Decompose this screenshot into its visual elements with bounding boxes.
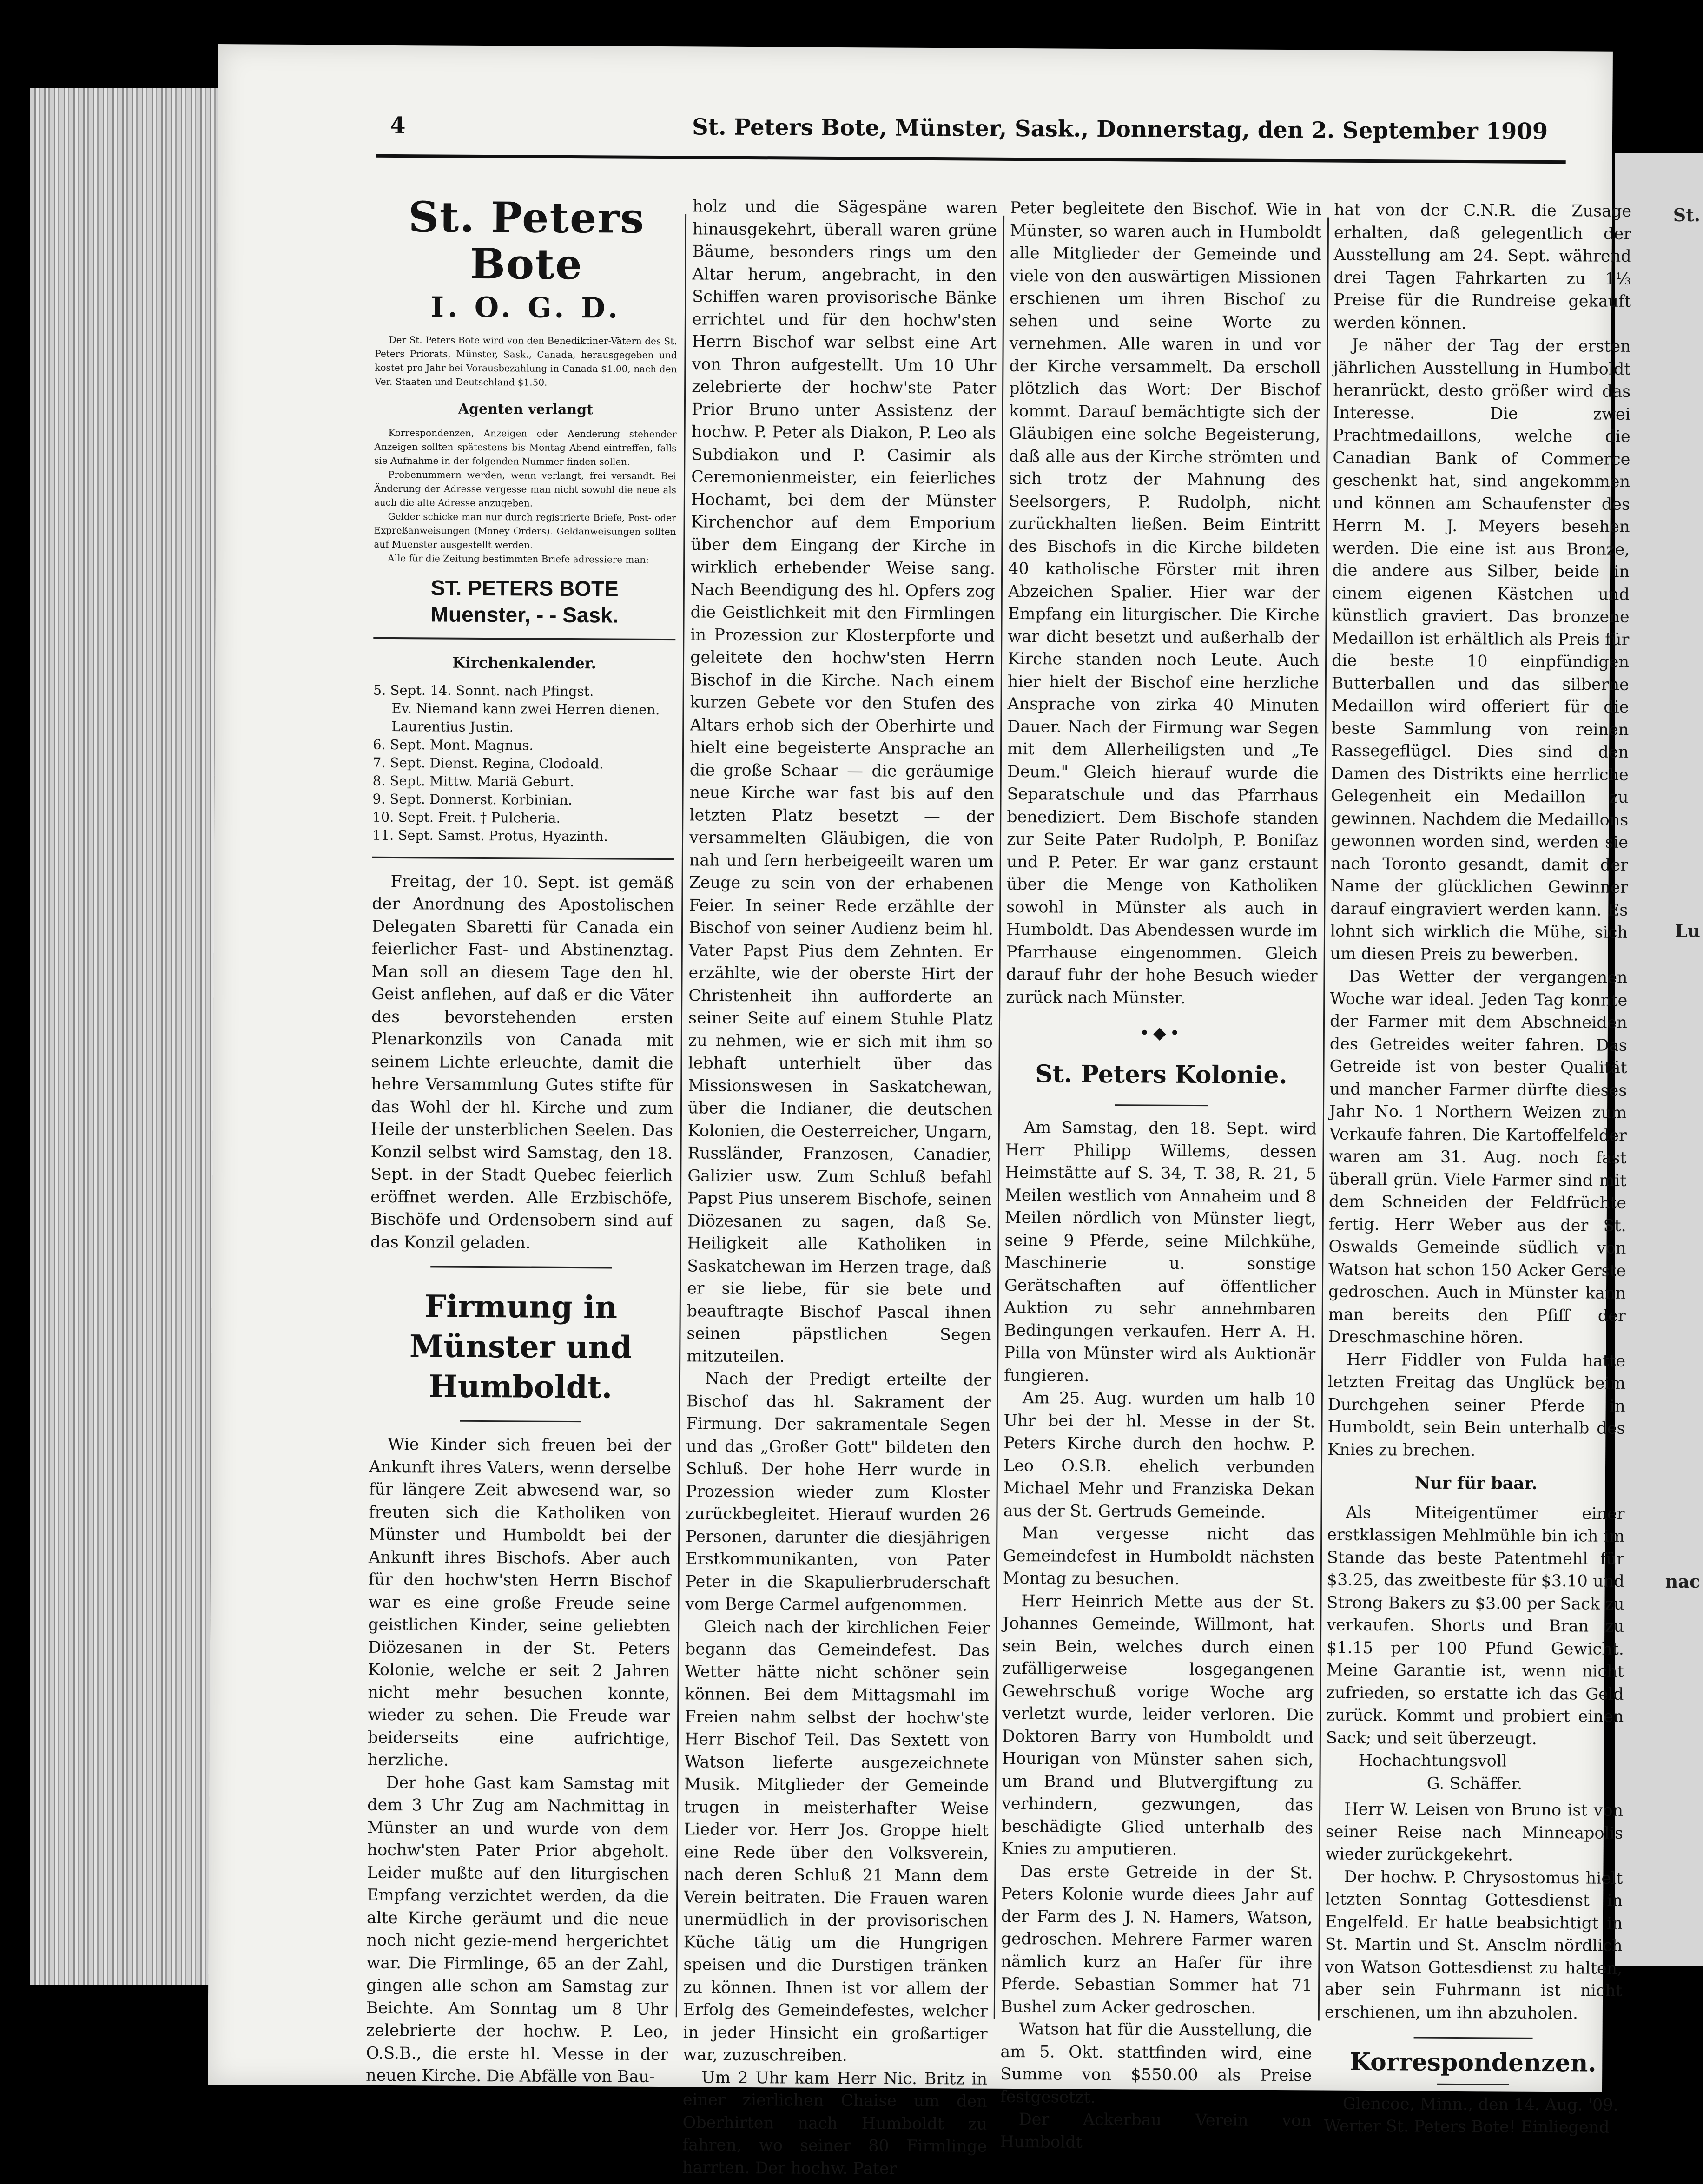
address-line-1: ST. PETERS BOTE	[430, 575, 619, 601]
column-4	[1324, 199, 1631, 2139]
adjacent-fragment: St.	[1673, 205, 1700, 225]
calendar-entry: 9. Sept. Donnerst. Korbinian.	[372, 791, 573, 808]
news-item: Am 25. Aug. wurden um halb 10 Uhr bei der hl. Messe in der St. Peters Kirche durch den hochw. P. Leo O.S.B. ehelich verbunden Michael Mehr und Franziska Dekan aus der St. Gertruds Gemeinde.	[1003, 1389, 1315, 1522]
calendar-entry: 11. Sept. Samst. Protus, Hyazinth.	[372, 827, 608, 844]
news-item: Der hochw. P. Chrysostomus hielt letzten Sonntag Gottesdienst in Engelfeld. Er hatte beabsichtigt in St. Martin und St. Anselm nördlich von Watson Gottesdienst zu halten, aber sein Fuhrmann ist nicht erschienen, um ihn abzuholen.	[1324, 1867, 1623, 2023]
section-rule	[372, 856, 674, 859]
masthead-motto: I. O. G. D.	[430, 291, 622, 325]
adjacent-fragment: nac	[1665, 1571, 1700, 1592]
news-item: hat von der C.N.R. die Zusage erhalten, daß gelegentlich der Ausstellung am 24. Sept. während drei Tagen Fahrkarten zu 1⅓ Preise für die Rundreise gekauft werden können.	[1333, 200, 1632, 333]
address-line-2: Muenster, - - Sask.	[430, 601, 619, 627]
section-rule	[373, 637, 675, 640]
agents-heading: Agenten verlangt	[458, 401, 594, 418]
calendar-entry: 10. Sept. Freit. † Pulcheria.	[372, 809, 561, 826]
book-edge	[30, 88, 225, 1985]
page-header-title: St. Peters Bote, Münster, Sask., Donnerstag, den 2. September 1909	[692, 114, 1548, 145]
calendar-entry: Ev. Niemand kann zwei Herren dienen.	[391, 700, 660, 718]
news-item: Watson hat für die Ausstellung, die am 5. Okt. stattfinden wird, eine Summe von $550.00 als Preise festgesetzt.	[1000, 2020, 1312, 2107]
section-rule	[1414, 2037, 1533, 2039]
calendar-entry: 5. Sept. 14. Sonnt. nach Pfingst.	[373, 682, 594, 699]
news-item: Herr Heinrich Mette aus der St. Johannes Gemeinde, Willmont, hat sein Bein, welches durch einen zufälligerweise losgegangenen Gewehrschuß vorige Woche arg verletzt wurde, leider verloren. Die Doktoren Barry von Humboldt und Hourigan von Münster sahen sich, um Brand und Blutvergiftung zu verhindern, gezwungen, das beschädigte Glied unterhalb des Knies zu amputieren.	[1001, 1591, 1314, 1859]
article-paragraph: Gleich nach der kirchlichen Feier begann das Gemeindefest. Das Wetter hätte nicht schöner sein können. Bei dem Mittagsmahl im Freien nahm selbst der hochw'ste Herr Bischof Teil. Das Sextett von Watson lieferte ausgezeichnete Musik. Mitglieder der Gemeinde trugen in meisterhafter Weise Lieder vor. Herr Jos. Groppe hielt eine Rede über den Volksverein, nach deren Schluß 21 Mann dem Verein beitraten. Die Frauen waren unermüdlich in der provisorischen Küche tätig um die Hungrigen speisen und die Durstigen tränken zu können. Ihnen ist vor allem der Erfolg des Gemeindefestes, welcher in jeder Hinsicht ein großartiger war, zuzuschreiben.	[683, 1617, 990, 2065]
calendar-entry: 6. Sept. Mont. Magnus.	[373, 736, 534, 753]
news-item: Der Ackerbau Verein von Humboldt	[1000, 2110, 1312, 2152]
newspaper-page	[208, 44, 1632, 2178]
news-item: Man vergesse nicht das Gemeindefest in Humboldt nächsten Montag zu besuchen.	[1003, 1524, 1315, 1589]
column-2	[682, 195, 997, 2180]
publisher-info: Der St. Peters Bote wird von den Benediktiner-Vätern des St. Peters Priorats, Münster, Sask., Canada, herausgegeben und kostet pro Jahr bei Vorausbezahlung in Canada $1.00, nach den Ver. Staaten und Deutschland $1.50.	[375, 334, 677, 388]
correspondence-heading: Korrespondenzen.	[1349, 2047, 1597, 2078]
article-paragraph: Nach der Predigt erteilte der Bischof das hl. Sakrament der Firmung. Der sakramentale Segen und das „Großer Gott" bildeten den Schluß. Der hohe Herr wurde in Prozession wieder zum Kloster zurückbegleitet. Hierauf wurden 26 Personen, darunter die diesjährigen Erstkommunikanten, von Pater Peter in die Skapulierbruderschaft vom Berge Carmel aufgenommen.	[685, 1369, 991, 1615]
calendar-entry: 8. Sept. Mittw. Mariä Geburt.	[372, 772, 574, 790]
adjacent-fragment: Lu	[1675, 920, 1700, 941]
article-paragraph: Peter begleitete den Bischof. Wie in Münster, so waren auch in Humboldt alle Mitglieder der Gemeinde und viele von den auswärtigen Missionen erschienen um ihren Bischof zu sehen und seine Worte zu vernehmen. Alle waren in und vor der Kirche versammelt. Da erscholl plötzlich das Wort: Der Bischof kommt. Darauf bemächtigte sich der Gläubigen eine solche Begeisterung, daß alle aus der Kirche strömten und sich trotz der Mahnung des Seelsorgers, P. Rudolph, nicht zurückhalten ließen. Beim Eintritt des Bischofs in die Kirche bildeten 40 katholische Förster mit ihren Abzeichen Spalier. Hier war der Empfang ein liturgischer. Die Kirche war dicht besetzt und außerhalb der Kirche standen noch Leute. Auch hier hielt der Bischof eine herzliche Ansprache von zirka 40 Minuten Dauer. Nach der Firmung war Segen mit dem Allerheiligsten und „Te Deum." Gleich hierauf wurde die Separatschule und das Pfarrhaus benediziert. Dem Bischofe standen zur Seite Pater Rudolph, P. Bonifaz und P. Peter. Er war ganz erstaunt über die Menge von Katholiken sowohl in Münster als auch in Humboldt. Das Abendessen wurde im Pfarrhause eingenommen. Gleich darauf fuhr der hohe Besuch wieder zurück nach Münster.	[1006, 198, 1322, 1008]
news-item: Herr W. Leisen von Bruno ist von seiner Reise nach Minneapolis wieder zurückgekehrt.	[1325, 1800, 1624, 1865]
church-calendar	[372, 681, 675, 845]
article-paragraph: Um 2 Uhr kam Herr Nic. Britz in einer zierlichen Chaise um den Oberhirten nach Humboldt zu fahren, wo seiner 80 Firmlinge harrten. Der hochw. Pater	[682, 2068, 988, 2178]
column-3	[1000, 197, 1321, 2155]
masthead: St. Peters Bote	[408, 192, 645, 290]
ad-signature: G. Schäffer.	[1426, 1774, 1523, 1794]
news-item: Am Samstag, den 18. Sept. wird Herr Philipp Willems, dessen Heimstätte auf S. 34, T. 38, R. 21, 5 Meilen westlich von Annaheim und 8 Meilen nördlich von Münster liegt, seine 9 Pferde, seine Milchkühe, Maschinerie u. sonstige Gerätschaften auf öffentlicher Auktion zu sehr annehmbaren Bedingungen verkaufen. Herr A. H. Pilla von Münster wird als Auktionär fungieren.	[1003, 1118, 1317, 1386]
correspondence-text: Werter St. Peters Bote! Einliegend	[1324, 2117, 1610, 2137]
page-number: 4	[389, 112, 406, 139]
ornament-divider: •◆•	[1139, 1023, 1184, 1043]
article-paragraph: Wie Kinder sich freuen bei der Ankunft ihres Vaters, wenn derselbe für längere Zeit abwesend war, so freuten sich die Katholiken von Münster und Humboldt bei der Ankunft ihres Bischofs. Aber auch für den hochw'sten Herrn Bischof war es eine große Freude seine geistlichen Kinder, seine geliebten Diözesanen in der St. Peters Kolonie, welche er seit 2 Jahren nicht mehr besuchen konnte, wieder zu sehen. Die Freude war beiderseits eine aufrichtige, herzliche.	[367, 1435, 672, 1770]
news-item: Das erste Getreide in der St. Peters Kolonie wurde diees Jahr auf der Farm des J. N. Hamers, Watson, gedroschen. Mehrere Farmer waren nämlich kurz an Hafer für ihre Pferde. Sebastian Sommer hat 71 Bushel zum Acker gedroschen.	[1000, 1862, 1313, 2018]
column-1	[366, 194, 678, 2089]
news-item: Herr Fiddler von Fulda hatte letzten Freitag das Unglück beim Durchgehen seiner Pferde in Humboldt, sein Bein unterhalb des Knies zu brechen.	[1327, 1350, 1626, 1460]
header-rule	[376, 154, 1566, 164]
calendar-entry: 7. Sept. Dienst. Regina, Clodoald.	[372, 754, 604, 772]
section-rule	[1437, 2083, 1509, 2085]
article-paragraph: holz und die Sägespäne waren hinausgekehrt, überall waren grüne Bäume, besonders rings um den Altar herum, angebracht, in den Schiffen waren provisorische Bänke errichtet und für den hochw'sten Herrn Bischof war selbst eine Art von Thron aufgestellt. Um 10 Uhr zelebrierte der hochw'ste Pater Prior Bruno unter Assistenz der hochw. P. Peter als Diakon, P. Leo als Subdiakon und P. Casimir als Ceremonienmeister, ein feierliches Hochamt, bei dem der Münster Kirchenchor auf dem Emporium über dem Eingang der Kirche in wirklich erhebender Weise sang. Nach Beendigung des hl. Opfers zog die Geistlichkeit mit den Firmlingen in Prozession zur Klosterpforte und geleitete den hochw'sten Herrn Bischof in die Kirche. Nach einem kurzen Gebete vor den Stufen des Altars erhob sich der Oberhirte und hielt eine begeisterte Ansprache an die große Schaar — die geräumige neue Kirche war fast bis auf den letzten Platz besetzt — der versammelten Gläubigen, die von nah und fern herbeigeeilt waren um Zeuge zu sein von der erhabenen Feier. In seiner Rede erzählte der Bischof von seiner Audienz beim hl. Vater Papst Pius dem Zehnten. Er erzählte, wie der oberste Hirt der Christenheit ihn aufforderte an seiner Seite auf einem Stuhle Platz zu nehmen, wie er sich mit ihm so lebhaft unterhielt über das Missionswesen in Saskatchewan, über die Indianer, die deutschen Kolonien, die Oesterreicher, Ungarn, Russländer, Franzosen, Canadier, Galizier usw. Zum Schluß befahl Papst Pius unserem Bischofe, seinen Diözesanen zu sagen, daß Se. Heiligkeit alle Katholiken in Saskatchewan im Herzen trage, daß er sie liebe, für sie bete und beauftragte Bischof Pascal ihnen seinen päpstlichen Segen mitzuteilen.	[686, 197, 997, 1366]
article-headline: Firmung in Münster und Humboldt.	[409, 1288, 632, 1405]
ad-signoff: Hochachtungsvoll	[1358, 1751, 1507, 1771]
fast-day-notice: Freitag, der 10. Sept. ist gemäß der Anordnung des Apostolischen Delegaten Sbaretti für Canada ein feierlicher Fast- und Abstinenztag. Man soll an diesem Tage den hl. Geist anflehen, auf daß er die Väter des bevorstehenden ersten Plenarkonzils von Canada mit seinem Lichte erleuchte, damit die hehre Versammlung Gutes stifte für das Wohl der hl. Kirche und zum Heile der unsterblichen Seelen. Das Konzil selbst wird Samstag, den 18. Sept. in der Stadt Quebec feierlich eröffnet werden. Alle Erzbischöfe, Bischöfe und Ordensobern sind auf das Konzil geladen.	[370, 872, 674, 1253]
agents-notes: Korrespondenzen, Anzeigen oder Aenderung stehender Anzeigen sollten spätestens bis Montag Abend eintreffen, falls sie Aufnahme in der folgenden Nummer finden sollen. Probenummern werden, wenn verlangt, frei versandt. Bei Änderung der Adresse vergesse man nicht sowohl die neue als auch die alte Adresse anzugeben. Gelder schicke man nur durch registrierte Briefe, Post- oder Expreßanweisungen (Money Orders). Geldanweisungen sollten auf Muenster ausgestellt werden. Alle für die Zeitung bestimmten Briefe adressiere man:	[374, 427, 677, 565]
ad-heading: Nur für baar.	[1414, 1473, 1538, 1493]
section-rule	[460, 1420, 581, 1422]
ad-text: Als Miteigentümer einer erstklassigen Mehlmühle bin ich im Stande das beste Patentmehl für $3.25, das zweitbeste für $3.10 und Strong Bakers zu $3.00 per Sack zu verkaufen. Shorts und Bran zu $1.15 per 100 Pfund Gewicht. Meine Garantie ist, wenn nicht zufrieden, so erstatte ich das Geld zurück. Kommt und probiert einen Sack; und seit überzeugt.	[1326, 1503, 1625, 1749]
calendar-heading: Kirchenkalender.	[452, 653, 596, 673]
news-item: Das Wetter der vergangenen Woche war ideal. Jeden Tag konnte der Farmer mit dem Abschneiden des Getreides weiter fahren. Das Getreide ist von bester Qualität und mancher Farmer dürfte dieses Jahr No. 1 Northern Weizen zum Verkaufe fahren. Die Kartoffelfelder waren am 31. Aug. noch fast überall grün. Viele Farmer sind mit dem Schneiden der Feldfrüchte fertig. Herr Weber aus der St. Oswalds Gemeinde südlich von Watson hat schon 150 Acker Gerste gedroschen. Auch in Münster kann man bereits den Pfiff der Dreschmaschine hören.	[1328, 967, 1628, 1347]
section-rule	[430, 1266, 612, 1268]
calendar-entry: Laurentius Justin.	[391, 718, 514, 735]
news-item: Je näher der Tag der ersten jährlichen Ausstellung in Humboldt heranrückt, desto größer wird das Interesse. Die zwei Prachtmedaillons, welche die Canadian Bank of Commerce geschenkt hat, sind angekommen und können am Schaufenster des Herrn M. J. Meyers besehen werden. Die eine ist aus Bronze, die andere aus Silber, beide in einem eigenen Kästchen und künstlich graviert. Das bronzene Medaillon ist erhältlich als Preis für die beste 10 einpfündigen Butterballen und das silberne Medaillon wird offeriert für die beste Sammlung von reinen Rassegeflügel. Dies sind den Damen des Distrikts eine herrliche Gelegenheit ein Medaillon zu gewinnen. Nachdem die Medaillons gewonnen worden sind, werden sie nach Toronto gesandt, damit der Name der glücklichen Gewinner darauf eingraviert werden kann. Es lohnt sich wirklich die Mühe, sich um diesen Preis zu bewerben.	[1330, 336, 1631, 964]
section-heading: St. Peters Kolonie.	[1035, 1059, 1287, 1089]
section-rule	[1115, 1104, 1208, 1106]
correspondence-dateline: Glencoe, Minn., den 14. Aug. '09.	[1342, 2094, 1618, 2115]
article-paragraph: Der hohe Gast kam Samstag mit dem 3 Uhr Zug am Nachmittag in Münster an und wurde von dem hochw'sten Pater Prior abgeholt. Leider mußte auf den liturgischen Empfang verzichtet werden, da die alte Kirche geräumt und die neue noch nicht gezie-mend hergerichtet war. Die Firmlinge, 65 an der Zahl, gingen alle schon am Samstag zur Beichte. Am Sonntag um 8 Uhr zelebrierte der hochw. P. Leo, O.S.B., die erste hl. Messe in der neuen Kirche. Die Abfälle von Bau-	[366, 1773, 670, 2086]
